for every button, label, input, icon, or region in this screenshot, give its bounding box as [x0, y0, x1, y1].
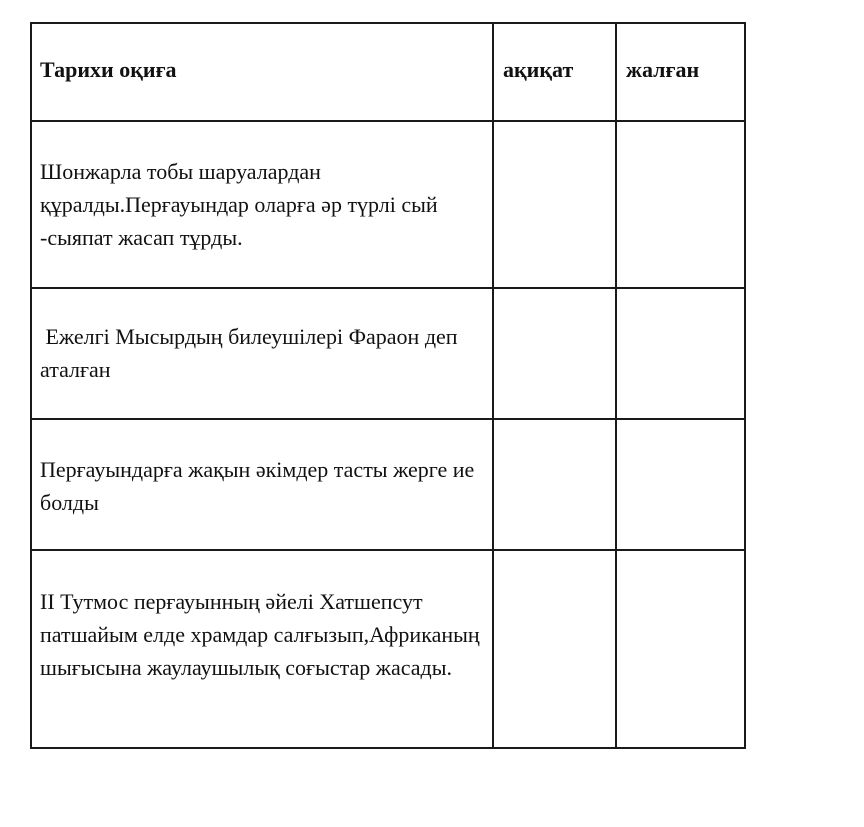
true-false-table [30, 22, 746, 749]
header-false: жалған [616, 23, 745, 121]
table-header-row [31, 23, 745, 121]
false-answer-cell[interactable] [616, 419, 745, 550]
table-row [31, 121, 745, 288]
true-answer-cell[interactable] [493, 550, 616, 748]
false-answer-cell[interactable] [616, 121, 745, 288]
statement-cell [31, 121, 493, 288]
table-row [31, 288, 745, 419]
false-answer-cell[interactable] [616, 288, 745, 419]
statement-text: Шонжарла тобы шаруалардан құралды.Перғауындар оларға әр түрлі сый -сыяпат жасап тұрды. [40, 159, 438, 250]
header-true: ақиқат [493, 23, 616, 121]
statement-text: Перғауындарға жақын әкімдер тасты жерге ие болды [40, 457, 475, 515]
true-answer-cell[interactable] [493, 419, 616, 550]
statement-cell [31, 550, 493, 748]
statement-cell [31, 288, 493, 419]
statement-text: ІІ Тутмос перғауынның әйелі Хатшепсут патшайым елде храмдар салғызып,Африканың шығысына жаулаушылық соғыстар жасады. [40, 589, 480, 680]
worksheet [30, 22, 746, 749]
table-row [31, 419, 745, 550]
true-answer-cell[interactable] [493, 288, 616, 419]
false-answer-cell[interactable] [616, 550, 745, 748]
statement-cell [31, 419, 493, 550]
header-event: Тарихи оқиға [31, 23, 493, 121]
true-answer-cell[interactable] [493, 121, 616, 288]
table-row [31, 550, 745, 748]
statement-text: Ежелгі Мысырдың билеушілері Фараон деп аталған [40, 324, 464, 382]
